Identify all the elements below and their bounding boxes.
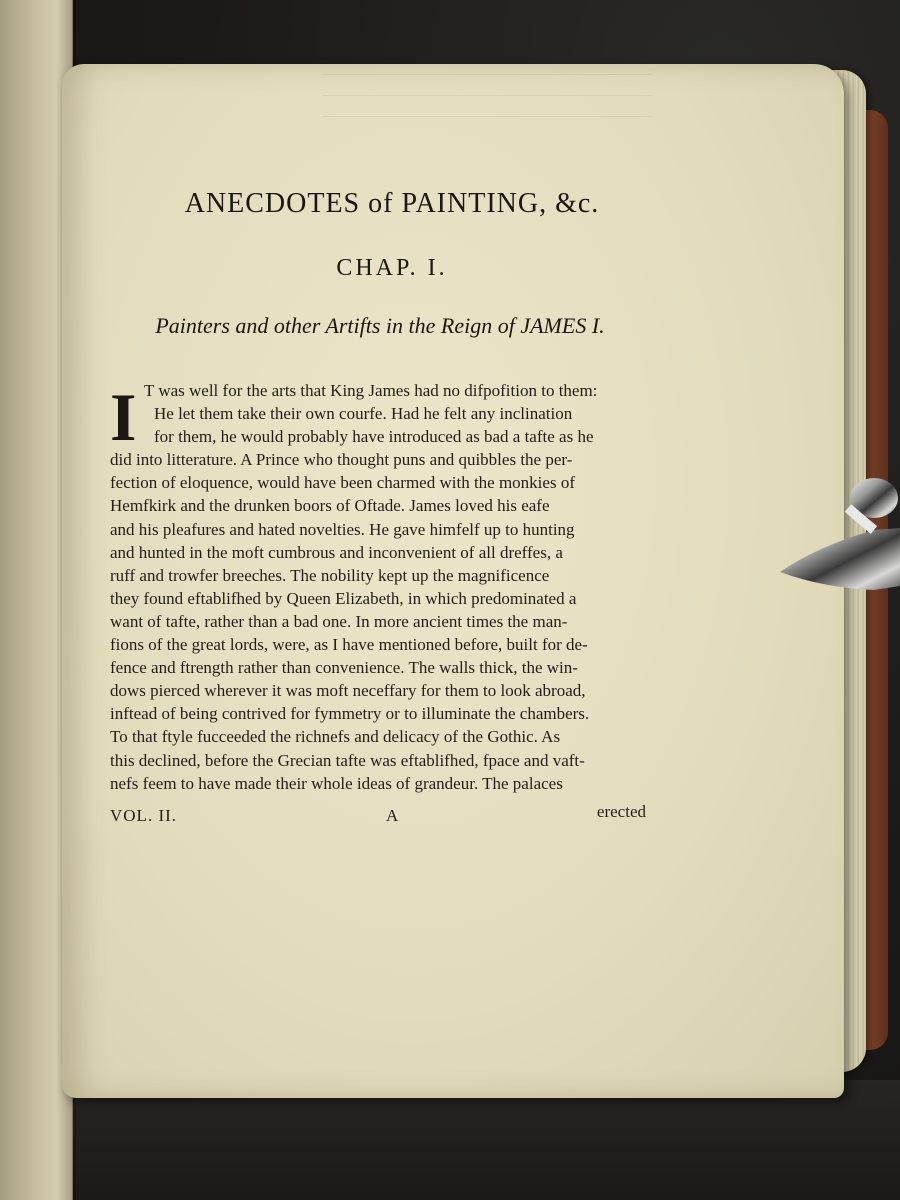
show-through-text [322, 74, 652, 134]
body-text [110, 379, 646, 795]
text-line: fection of eloquence, would have been charmed with the monkies of [110, 473, 575, 493]
drop-cap-letter: I [110, 379, 137, 455]
volume-label: VOL. II. [110, 806, 178, 825]
text-line: and his pleafures and hated novelties. He gave himfelf up to hunting [110, 519, 575, 539]
text-line: want of tafte, rather than a bad one. In more ancient times the man- [110, 611, 568, 631]
page-footer [110, 802, 646, 832]
text-line: To that ftyle fucceeded the richnefs and delicacy of the Gothic. As [110, 727, 561, 747]
text-line: He let them take their own courfe. Had he felt any inclination [154, 404, 573, 424]
signature-mark: A [386, 806, 399, 825]
table-surface [0, 1080, 900, 1200]
text-line: ruff and trowfer breeches. The nobility kept up the magnificence [110, 565, 550, 585]
text-line: Hemfkirk and the drunken boors of Oftade. James loved his eafe [110, 496, 550, 516]
catchword: erected [596, 802, 646, 821]
text-line: nefs feem to have made their whole ideas of grandeur. The palaces [110, 773, 563, 793]
running-title: ANECDOTES of PAINTING, &c. [184, 188, 600, 219]
text-line: dows pierced wherever it was moft neceffary for them to look abroad, [110, 681, 586, 701]
text-line: did into litterature. A Prince who thought puns and quibbles the per- [110, 450, 573, 470]
text-line: this declined, before the Grecian tafte was eftablifhed, fpace and vaft- [110, 750, 585, 770]
metal-page-clip-icon [778, 468, 900, 598]
text-line: fence and ftrength rather than convenience. The walls thick, the win- [110, 658, 578, 678]
text-line: for them, he would probably have introduced as bad a tafte as he [154, 427, 594, 447]
chapter-heading: CHAP. I. [336, 255, 448, 281]
text-line: T was well for the arts that King James had no difpofition to them: [144, 381, 598, 400]
text-line: inftead of being contrived for fymmetry or to illuminate the chambers. [110, 704, 590, 724]
text-line: and hunted in the moft cumbrous and inconvenient of all dreffes, a [110, 542, 563, 562]
text-line: they found eftablifhed by Queen Elizabeth, in which predominated a [110, 588, 577, 608]
text-line: fions of the great lords, were, as I have mentioned before, built for de- [110, 635, 588, 655]
chapter-subtitle: Painters and other Artifts in the Reign of JAMES I. [155, 313, 605, 338]
